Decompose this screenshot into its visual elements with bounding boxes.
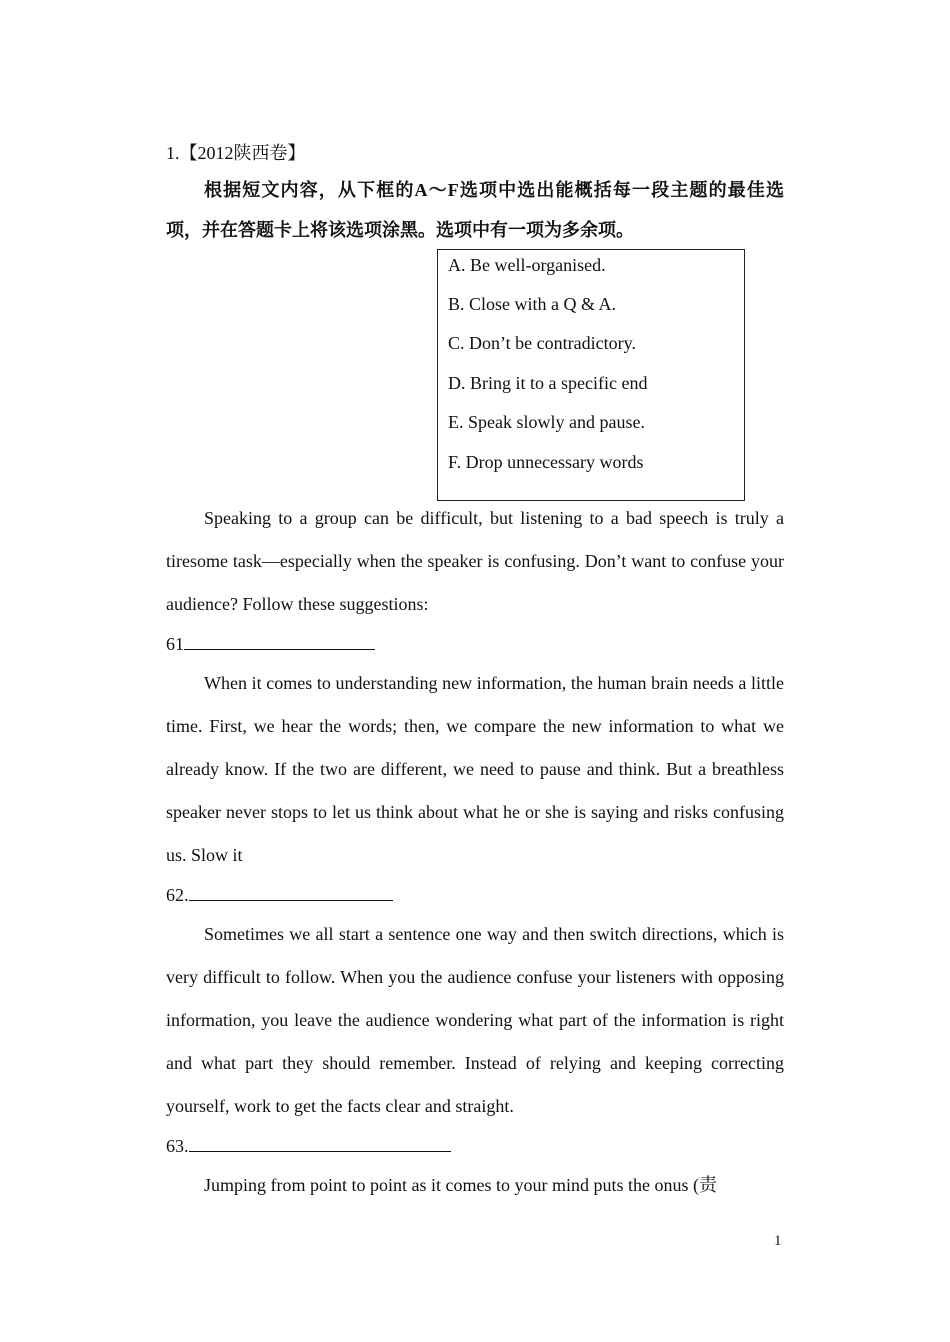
option-d: D. Bring it to a specific end xyxy=(448,373,648,393)
paragraph-63: Jumping from point to point as it comes to your mind puts the onus (责 xyxy=(204,1175,717,1195)
question-title: 1.【2012陕西卷】 xyxy=(166,143,306,163)
option-a: A. Be well-organised. xyxy=(448,255,606,275)
option-e: E. Speak slowly and pause. xyxy=(448,412,645,432)
option-b: B. Close with a Q & A. xyxy=(448,294,617,314)
options-box xyxy=(437,249,745,501)
blank-63-line xyxy=(189,1135,451,1152)
blank-62-number: 62. xyxy=(166,885,189,905)
blank-61-number: 61 xyxy=(166,634,184,654)
blank-61-line xyxy=(184,633,375,650)
option-c: C. Don’t be contradictory. xyxy=(448,333,636,353)
option-f: F. Drop unnecessary words xyxy=(448,452,644,472)
question-instructions: 根据短文内容，从下框的A～F选项中选出能概括每一段主题的最佳选项，并在答题卡上将该选项涂黑。选项中有一项为多余项。 xyxy=(166,180,784,240)
blank-61 xyxy=(166,633,375,655)
blank-62-line xyxy=(189,884,393,901)
passage-intro: Speaking to a group can be difficult, but listening to a bad speech is truly a tiresome task—especially when the speaker is confusing. Don’t want to confuse your audience? Follow these suggestions: xyxy=(166,508,784,614)
paragraph-62: Sometimes we all start a sentence one way and then switch directions, which is very difficult to follow. When you the audience confuse your listeners with opposing information, you leave the audience wondering what part of the information is right and what part they should remember. Instead of relying and keeping correcting yourself, work to get the facts clear and straight. xyxy=(166,924,784,1116)
blank-62 xyxy=(166,884,393,906)
blank-63-number: 63. xyxy=(166,1136,189,1156)
blank-63 xyxy=(166,1135,451,1157)
page-number: 1 xyxy=(774,1233,782,1249)
paragraph-61: When it comes to understanding new information, the human brain needs a little time. First, we hear the words; then, we compare the new information to what we already know. If the two are different, we need to pause and think. But a breathless speaker never stops to let us think about what he or she is saying and risks confusing us. Slow it xyxy=(166,673,784,865)
